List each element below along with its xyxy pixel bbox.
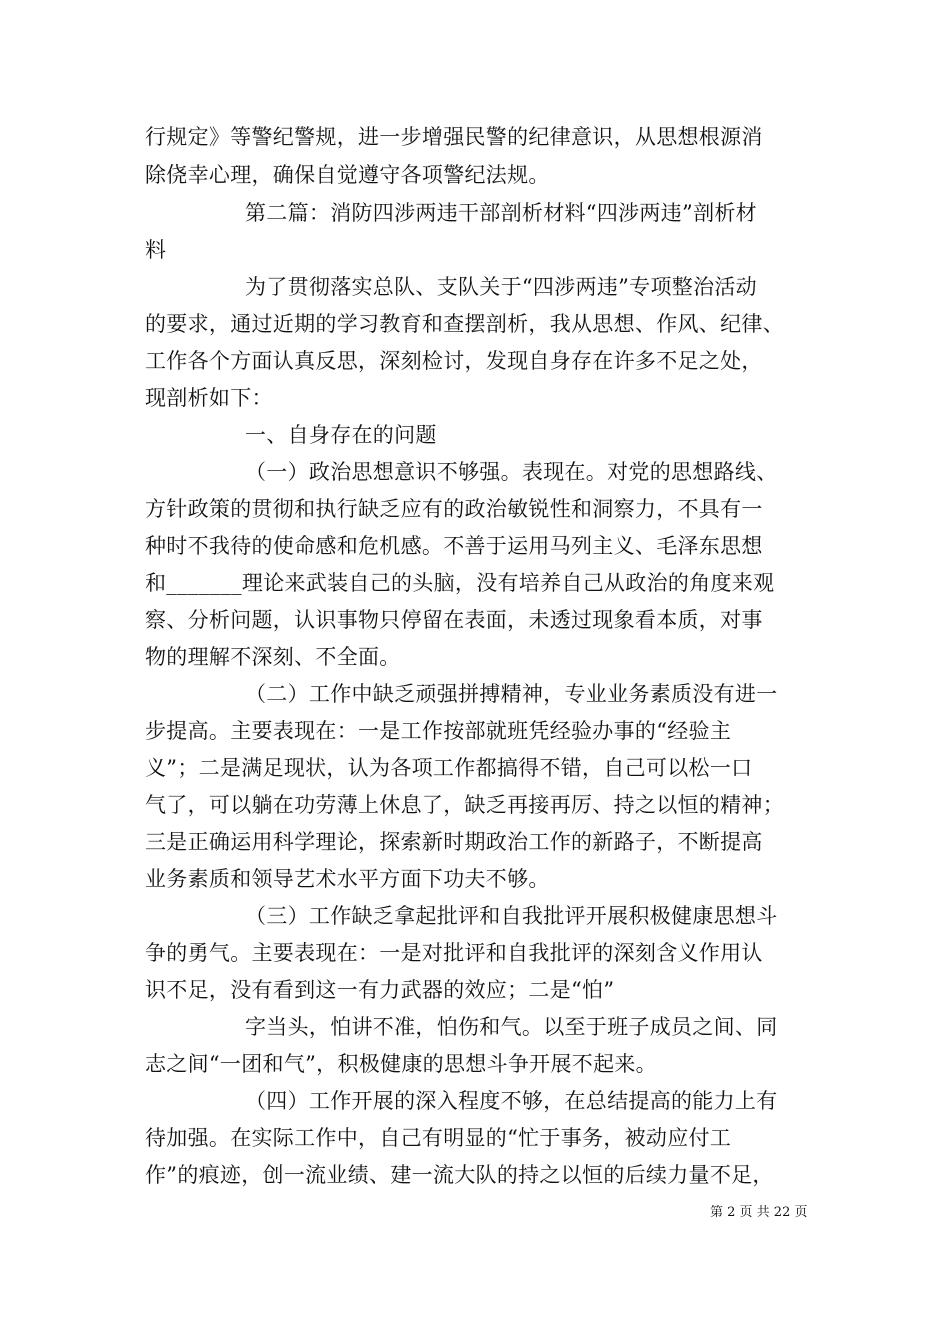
text-line: 三是正确运用科学理论，探索新时期政治工作的新路子，不断提高 bbox=[145, 830, 763, 854]
text-line: （四）工作开展的深入程度不够，在总结提高的能力上有 bbox=[245, 1089, 778, 1113]
text-line: 步提高。主要表现在：一是工作按部就班凭经验办事的“经验主 bbox=[145, 719, 732, 743]
text-line: 气了，可以躺在功劳薄上休息了，缺乏再接再厉、持之以恒的精神； bbox=[145, 793, 784, 817]
text-line: （二）工作中缺乏顽强拼搏精神，专业业务素质没有进一 bbox=[245, 682, 778, 706]
text-line: 方针政策的贯彻和执行缺乏应有的政治敏锐性和洞察力，不具有一 bbox=[145, 497, 763, 521]
text-line: 种时不我待的使命感和危机感。不善于运用马列主义、毛泽东思想 bbox=[145, 534, 763, 558]
text-line: （三）工作缺乏拿起批评和自我批评开展积极健康思想斗 bbox=[245, 904, 778, 928]
text-line: 志之间“一团和气”，积极健康的思想斗争开展不起来。 bbox=[145, 1052, 657, 1076]
text-line: （一）政治思想意识不够强。表现在。对党的思想路线、 bbox=[245, 460, 778, 484]
text-line: 现剖析如下： bbox=[145, 386, 273, 410]
text-line: 行规定》等警纪警规，进一步增强民警的纪律意识，从思想根源消 bbox=[145, 125, 763, 149]
text-line: 工作各个方面认真反思，深刻检讨，发现自身存在许多不足之处， bbox=[145, 349, 763, 373]
section-title-cont: 料 bbox=[145, 238, 167, 262]
text-line: 察、分析问题，认识事物只停留在表面，未透过现象看本质，对事 bbox=[145, 608, 763, 632]
text-line: 作”的痕迹，创一流业绩、建一流大队的持之以恒的后续力量不足， bbox=[145, 1163, 774, 1187]
text-line: 识不足，没有看到这一有力武器的效应；二是“怕” bbox=[145, 978, 615, 1002]
text-line: 物的理解不深刻、不全面。 bbox=[145, 645, 401, 669]
text-line: 待加强。在实际工作中，自己有明显的“忙于事务，被动应付工 bbox=[145, 1126, 732, 1150]
page-number: 第 2 页 共 22 页 bbox=[710, 1205, 808, 1220]
text-line: 义”；二是满足现状，认为各项工作都搞得不错，自己可以松一口 bbox=[145, 756, 753, 780]
text-line: 争的勇气。主要表现在：一是对批评和自我批评的深刻含义作用认 bbox=[145, 941, 763, 965]
text-line: 除侥幸心理，确保自觉遵守各项警纪法规。 bbox=[145, 163, 550, 187]
heading: 一、自身存在的问题 bbox=[245, 423, 437, 447]
text-line: 字当头，怕讲不准，怕伤和气。以至于班子成员之间、同 bbox=[245, 1015, 778, 1039]
text-line: 和_______理论来武装自己的头脑，没有培养自己从政治的角度来观 bbox=[145, 571, 775, 595]
text-line: 业务素质和领导艺术水平方面下功夫不够。 bbox=[145, 867, 550, 891]
text-line: 的要求，通过近期的学习教育和查摆剖析，我从思想、作风、纪律、 bbox=[145, 312, 784, 336]
text-line: 为了贯彻落实总队、支队关于“四涉两违”专项整治活动 bbox=[245, 275, 757, 299]
section-title: 第二篇：消防四涉两违干部剖析材料“四涉两违”剖析材 bbox=[245, 201, 757, 225]
